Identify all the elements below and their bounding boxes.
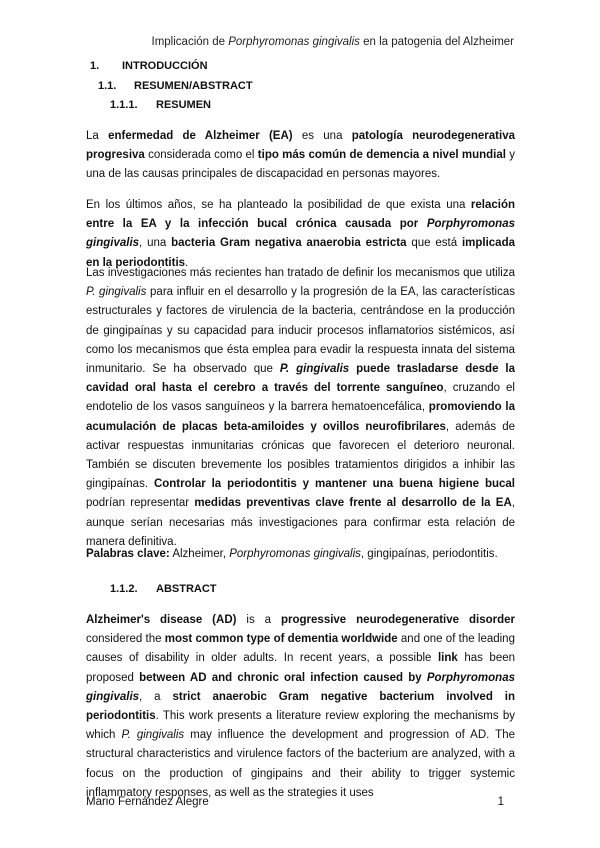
text-run: and one of the leading causes of disability in older adults. In recent years, a possible bbox=[86, 633, 515, 665]
text-run: podrían representar bbox=[86, 497, 195, 510]
heading-number: 1.1.2. bbox=[110, 583, 138, 595]
heading-text: RESUMEN/ABSTRACT bbox=[134, 80, 253, 92]
text-run: tipo más común de demencia a nivel mundial bbox=[257, 149, 506, 162]
text-run: para influir en el desarrollo y la progresión de la EA, las características estructurales y factores de virulencia de la bacteria, centrándose en la producción de gingipaínas y su capacidad para inducir procesos inflamatorios sistémicos, así como los mecanismos que ésta emplea para evadir la respuesta innata del sistema inmunitario. Se ha observado que bbox=[86, 286, 515, 376]
text-run: Porphyromonas gingivalis bbox=[86, 218, 515, 250]
text-run: may influence the development and progression of AD. The structural characteristics and virulence factors of the bacterium are analyzed, with a focus on the production of gingipains and their ability to trigger systemic inflammatory responses, as well as the strategies it uses bbox=[86, 729, 515, 799]
text-run: promoviendo la acumulación de placas beta-amiloides y ovillos neurofibrilares bbox=[86, 401, 516, 433]
text-run: considered the bbox=[86, 633, 165, 646]
text-run: Alzheimer, bbox=[169, 548, 230, 560]
text-run: most common type of dementia worldwide bbox=[164, 633, 398, 646]
abstract-paragraph-1 bbox=[86, 611, 515, 803]
text-run: . bbox=[185, 256, 189, 269]
heading-abstract bbox=[110, 583, 217, 595]
footer-author: Mario Fernández Alegre bbox=[86, 796, 209, 808]
text-run: P. gingivalis bbox=[279, 363, 350, 376]
text-run: Palabras clave: bbox=[86, 548, 170, 560]
text-run: link bbox=[437, 652, 458, 665]
page-number: 1 bbox=[497, 796, 504, 808]
text-run: , a bbox=[139, 690, 173, 703]
text-run: Las investigaciones más recientes han tratado de definir los mecanismos que utiliza bbox=[86, 267, 515, 279]
text-run: is a bbox=[236, 614, 281, 626]
text-run: . This work presents a literature review exploring the mechanisms by which bbox=[86, 710, 515, 742]
heading-number: 1.1. bbox=[98, 80, 117, 92]
text-run: La bbox=[86, 130, 109, 142]
text-run: , cruzando el endotelio de los vasos sanguíneos y la barrera hematoencefálica, bbox=[86, 382, 515, 414]
heading-number: 1. bbox=[90, 60, 100, 72]
text-run: En los últimos años, se ha planteado la posibilidad de que exista una bbox=[86, 199, 471, 211]
resumen-paragraph-3 bbox=[86, 264, 515, 552]
heading-text: INTRODUCCIÓN bbox=[122, 60, 208, 72]
text-run: puede trasladarse desde la cavidad oral hasta el cerebro a través del torrente sanguíneo bbox=[86, 363, 515, 395]
text-run: bacteria Gram negativa anaerobia estricta bbox=[171, 237, 407, 250]
heading-resumen bbox=[110, 99, 211, 111]
text-run: strict anaerobic Gram negative bacterium involved in periodontitis bbox=[86, 690, 515, 723]
text-run: es una bbox=[292, 130, 352, 142]
text-run: , aunque serían necesarias más investigaciones para confirmar esta relación de manera definitiva. bbox=[86, 497, 515, 548]
text-run: Alzheimer's disease (AD) bbox=[86, 614, 237, 626]
running-header bbox=[152, 36, 514, 48]
text-run: P. gingivalis bbox=[86, 286, 147, 299]
text-run: Controlar la periodontitis y mantener una buena higiene bucal bbox=[153, 478, 515, 491]
text-run: patología neurodegenerativa progresiva bbox=[86, 130, 515, 162]
resumen-paragraph-2 bbox=[86, 196, 515, 273]
text-run: , gingipaínas, periodontitis. bbox=[360, 548, 498, 560]
text-run: Porphyromonas gingivalis bbox=[229, 548, 361, 560]
text-run: P. gingivalis bbox=[121, 729, 185, 742]
resumen-paragraph-1 bbox=[86, 127, 515, 185]
heading-text: RESUMEN bbox=[156, 99, 212, 111]
header-italic: Porphyromonas gingivalis bbox=[228, 36, 360, 48]
text-run: Porphyromonas gingivalis bbox=[86, 671, 515, 703]
text-run: , una bbox=[139, 237, 172, 250]
text-run: relación entre la EA y la infección bucal crónica causada por bbox=[86, 199, 515, 231]
heading-number: 1.1.1. bbox=[110, 99, 138, 111]
heading-text: ABSTRACT bbox=[156, 583, 217, 595]
text-run: que está bbox=[406, 237, 462, 250]
header-suffix: en la patogenia del Alzheimer bbox=[359, 36, 514, 48]
header-prefix: Implicación de bbox=[151, 36, 229, 48]
text-run: medidas preventivas clave frente al desarrollo de la EA bbox=[194, 497, 512, 510]
text-run: considerada como el bbox=[144, 149, 258, 162]
heading-resumen-abstract bbox=[98, 80, 253, 92]
text-run: implicada en la periodontitis bbox=[86, 237, 515, 269]
heading-introduccion bbox=[90, 60, 208, 72]
text-run: , además de activar respuestas inmunitarias crónicas que favorecen el deterioro neuronal. También se discuten brevemente los posibles tratamientos dirigidos a inhibir las gingipaínas. bbox=[86, 420, 515, 491]
text-run: y una de las causas principales de discapacidad en personas mayores. bbox=[86, 149, 515, 181]
text-run: enfermedad de Alzheimer (EA) bbox=[108, 130, 293, 142]
text-run: has been proposed bbox=[86, 652, 516, 684]
keywords-line bbox=[86, 545, 515, 564]
text-run: progressive neurodegenerative disorder bbox=[281, 614, 515, 626]
text-run: between AD and chronic oral infection caused by bbox=[139, 671, 427, 684]
